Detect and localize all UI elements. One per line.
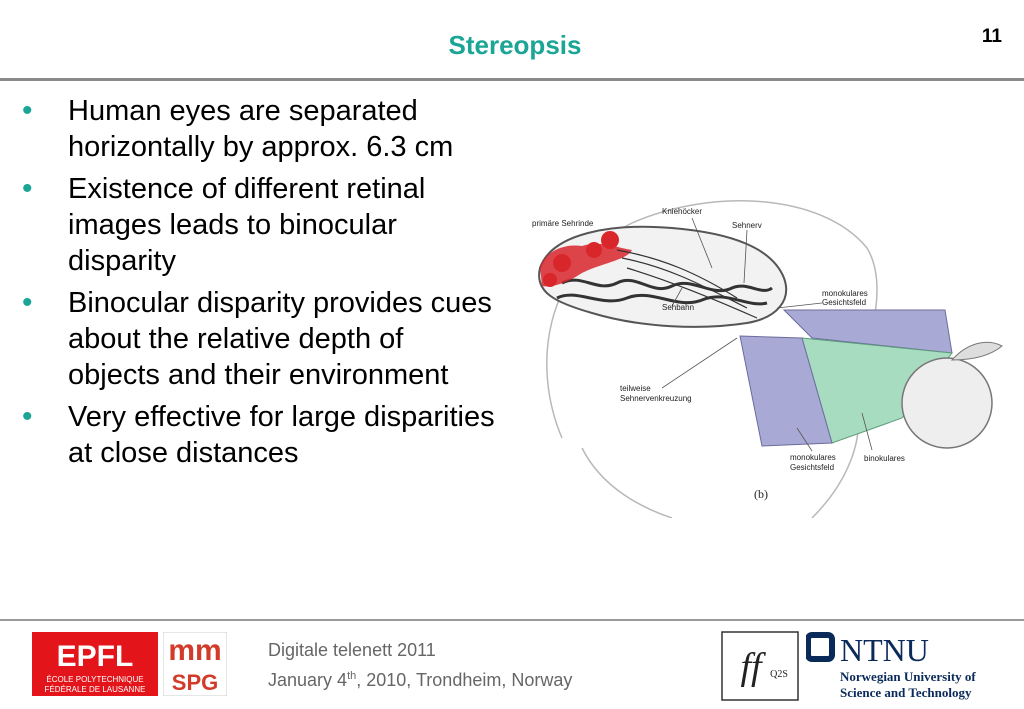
q2s-logo <box>721 631 799 701</box>
label-chiasm-1: teilweise <box>620 384 651 393</box>
epfl-logo <box>32 632 158 696</box>
cortex-blob-icon <box>586 242 602 258</box>
label-primary-visual-cortex: primäre Sehrinde <box>532 219 594 228</box>
ntnu-logo-mark: NTNU <box>840 632 929 668</box>
label-binocular: binokulares <box>864 454 905 463</box>
ntnu-logo-square <box>808 635 832 659</box>
cortex-blob-icon <box>601 231 619 249</box>
mmspg-logo-bottom: SPG <box>171 670 219 695</box>
bullet-text: Very effective for large disparities at close distances <box>68 401 495 469</box>
cortex-blob-icon <box>543 273 557 287</box>
footer-rule <box>0 619 1024 621</box>
label-chiasm-2: Sehnervenkreuzung <box>620 394 692 403</box>
bullet-dot: • <box>22 94 33 127</box>
epfl-logo-line1: ÉCOLE POLYTECHNIQUE <box>46 675 144 684</box>
bullet-item <box>20 171 500 279</box>
leader-line <box>662 338 737 388</box>
epfl-logo-mark: EPFL <box>56 640 134 673</box>
apple-icon <box>902 358 992 448</box>
bullet-list <box>20 93 500 477</box>
label-monocular-bottom-2: Gesichtsfeld <box>790 463 835 472</box>
footer-text <box>268 637 572 693</box>
stereopsis-figure <box>522 188 1012 518</box>
label-optic-nerve: Sehnerv <box>732 221 762 230</box>
cortex-blob-icon <box>553 254 571 272</box>
q2s-logo-text: Q2S <box>770 669 788 680</box>
ntnu-logo-line1: Norwegian University of <box>840 669 976 684</box>
leader-line <box>777 303 822 308</box>
footer-date: January 4th, 2010, Trondheim, Norway <box>268 670 573 690</box>
mmspg-logo-top: mm <box>168 634 222 667</box>
label-monocular-top-2: Gesichtsfeld <box>822 298 867 307</box>
label-monocular-top-1: monokulares <box>822 289 868 298</box>
slide-number: 11 <box>981 26 1002 47</box>
ntnu-logo-line2: Science and Technology <box>840 685 972 700</box>
label-optic-tract: Sehbahn <box>662 303 695 312</box>
bullet-item <box>20 285 500 393</box>
ntnu-logo <box>806 631 1016 705</box>
bullet-dot: • <box>22 286 33 319</box>
label-lgn: Kniehöcker <box>662 207 703 216</box>
header-rule <box>0 78 1024 81</box>
apple-stem-icon <box>952 342 1002 360</box>
bullet-text: Existence of different retinal images leads to binocular disparity <box>68 173 426 277</box>
bullet-item <box>20 93 500 165</box>
bullet-dot: • <box>22 400 33 433</box>
bullet-item <box>20 399 500 471</box>
bullet-text: Binocular disparity provides cues about the relative depth of objects and their environment <box>68 287 492 391</box>
label-monocular-bottom-1: monokulares <box>790 453 836 462</box>
bullet-text: Human eyes are separated horizontally by approx. 6.3 cm <box>68 95 454 163</box>
footer-event: Digitale telenett 2011 <box>268 640 436 660</box>
epfl-logo-line2: FÉDÉRALE DE LAUSANNE <box>44 685 146 694</box>
mmspg-logo <box>163 632 227 696</box>
label-panel: (b) <box>754 487 768 501</box>
q2s-logo-mark: ff <box>740 646 762 688</box>
bullet-dot: • <box>22 172 33 205</box>
slide-title: Stereopsis <box>448 30 582 60</box>
